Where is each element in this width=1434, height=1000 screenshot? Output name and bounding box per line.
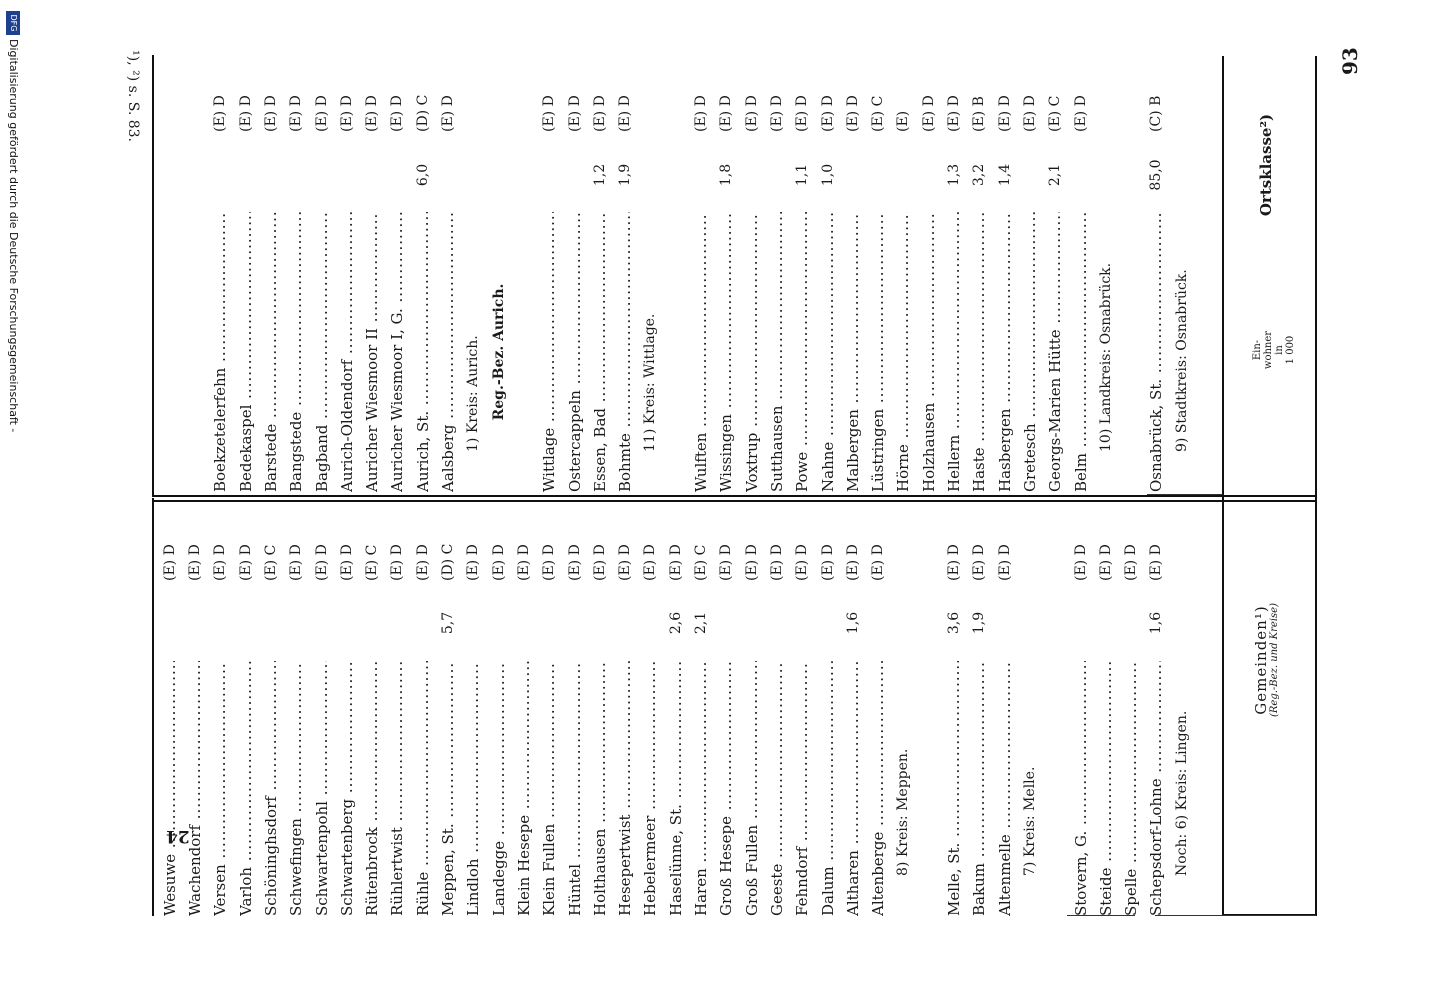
left-row bbox=[310, 502, 335, 916]
right-name: Wulften ..... bbox=[689, 212, 714, 492]
left-row bbox=[284, 502, 309, 916]
right-ortsklasse: (E) D bbox=[920, 95, 937, 132]
left-name: Lindloh ..... bbox=[461, 661, 486, 916]
right-ortsklasse: (E) D bbox=[946, 95, 962, 132]
left-row bbox=[563, 502, 588, 916]
right-name: Voxtrup ..... bbox=[740, 212, 765, 492]
left-row bbox=[512, 502, 537, 916]
left-name: Rütenbrock ..... bbox=[360, 661, 385, 916]
right-name: Barstede ..... bbox=[259, 212, 284, 492]
left-row bbox=[967, 502, 992, 916]
right-einwohner: 85,0 bbox=[1148, 159, 1165, 191]
right-einwohner: 1,4 bbox=[996, 163, 1013, 187]
right-row bbox=[891, 52, 916, 492]
left-name: Meppen, St. ..... bbox=[436, 661, 461, 916]
right-row bbox=[436, 52, 461, 492]
right-name: Powe ..... bbox=[790, 212, 815, 492]
left-row bbox=[866, 502, 891, 916]
left-ortsklasse: (D) C bbox=[440, 543, 456, 581]
right-name: Osnabrück, St. ..... bbox=[1144, 212, 1169, 492]
right-name: Bedekaspel ..... bbox=[234, 212, 259, 492]
right-row bbox=[1144, 52, 1169, 492]
left-name: 8) Kreis: Meppen. bbox=[895, 748, 912, 876]
left-name: Hebelermeer ..... bbox=[638, 661, 663, 916]
middle-double-rule-b bbox=[152, 495, 1316, 497]
left-ortsklasse: (E) D bbox=[718, 544, 735, 581]
left-ortsklasse: (E) D bbox=[768, 544, 785, 581]
right-row bbox=[208, 52, 233, 492]
right-ortsklasse: (E) D bbox=[1021, 95, 1038, 132]
left-ortsklasse: (E) D bbox=[212, 544, 229, 581]
left-ortsklasse: (E) D bbox=[996, 544, 1013, 581]
left-row bbox=[689, 502, 714, 916]
right-einwohner: 3,2 bbox=[971, 163, 988, 187]
right-ortsklasse: (E) D bbox=[237, 95, 254, 132]
right-name: Essen, Bad ..... bbox=[588, 212, 613, 492]
right-row bbox=[765, 52, 790, 492]
right-name: Belm ..... bbox=[1069, 212, 1094, 492]
right-einwohner: 1,3 bbox=[946, 163, 962, 187]
right-row bbox=[1069, 52, 1094, 492]
right-einwohner: 1,1 bbox=[794, 163, 811, 187]
right-ortsklasse: (E) bbox=[895, 110, 912, 132]
top-rule bbox=[1315, 56, 1317, 916]
right-name: Haste ..... bbox=[967, 212, 992, 492]
right-row bbox=[487, 52, 512, 492]
left-ortsklasse: (E) D bbox=[187, 544, 203, 581]
bottom-rule-right bbox=[152, 55, 154, 495]
left-ortsklasse: (E) D bbox=[946, 544, 962, 581]
left-row bbox=[740, 502, 765, 916]
left-einwohner: 1,9 bbox=[971, 611, 988, 635]
left-einwohner: 3,6 bbox=[946, 611, 962, 635]
right-row bbox=[234, 52, 259, 492]
left-name: Varloh ..... bbox=[234, 661, 259, 916]
right-name: Lüstringen ..... bbox=[866, 212, 891, 492]
left-row bbox=[714, 502, 739, 916]
left-row bbox=[436, 502, 461, 916]
left-ortsklasse: (E) D bbox=[237, 544, 254, 581]
left-name: Schwefingen ..... bbox=[284, 661, 309, 916]
left-ortsklasse: (E) D bbox=[667, 544, 684, 581]
left-row bbox=[360, 502, 385, 916]
left-name: Spelle ..... bbox=[1119, 661, 1144, 916]
left-ortsklasse: (E) D bbox=[541, 544, 558, 581]
right-ortsklasse: (C) B bbox=[1148, 95, 1165, 132]
right-ortsklasse: (E) D bbox=[541, 95, 558, 132]
left-name: Bakum ..... bbox=[967, 661, 992, 916]
right-row bbox=[284, 52, 309, 492]
left-ortsklasse: (E) D bbox=[591, 544, 608, 581]
left-row bbox=[335, 502, 360, 916]
left-name: Haren ..... bbox=[689, 661, 714, 916]
right-ortsklasse: (E) D bbox=[844, 95, 861, 132]
left-row bbox=[183, 502, 208, 916]
left-name: Melle, St. ..... bbox=[942, 661, 967, 916]
right-einwohner: 1,0 bbox=[819, 163, 836, 187]
left-ortsklasse: (E) D bbox=[870, 544, 887, 581]
left-row bbox=[790, 502, 815, 916]
dfg-logo-icon: DFG bbox=[6, 11, 20, 35]
right-name: Bohmte ..... bbox=[613, 212, 638, 492]
left-ortsklasse: (E) D bbox=[1072, 544, 1089, 581]
left-gemeinden-header bbox=[1252, 560, 1281, 760]
left-row bbox=[411, 502, 436, 916]
left-ortsklasse: (E) D bbox=[161, 544, 178, 581]
left-name: Klein Fullen ..... bbox=[537, 661, 562, 916]
left-einwohner-header: Ein- wohner in 1 000 bbox=[1252, 330, 1296, 370]
right-ortsklasse: (E) C bbox=[1047, 95, 1064, 132]
right-name: Holzhausen ..... bbox=[917, 212, 942, 492]
digitization-note bbox=[0, 0, 20, 1000]
right-row bbox=[411, 52, 436, 492]
left-ortsklasse: (E) D bbox=[515, 544, 532, 581]
right-ortsklasse: (E) D bbox=[1072, 95, 1089, 132]
right-row bbox=[563, 52, 588, 492]
bottom-rule-left bbox=[152, 498, 154, 916]
left-row bbox=[537, 502, 562, 916]
left-row bbox=[664, 502, 689, 916]
right-row bbox=[1018, 52, 1043, 492]
right-row bbox=[689, 52, 714, 492]
left-row bbox=[1018, 502, 1043, 916]
right-row bbox=[866, 52, 891, 492]
right-name: Bangstede ..... bbox=[284, 212, 309, 492]
signature-mark: 24 bbox=[166, 826, 190, 846]
left-ortsklasse: (E) D bbox=[465, 544, 482, 581]
left-row bbox=[1119, 502, 1144, 916]
left-row bbox=[613, 502, 638, 916]
left-row bbox=[259, 502, 284, 916]
right-ortsklasse: (E) D bbox=[591, 95, 608, 132]
right-row bbox=[638, 52, 663, 492]
left-einwohner: 1,6 bbox=[1148, 611, 1165, 635]
left-ortsklasse: (E) C bbox=[693, 544, 709, 581]
left-gemeinden-sub: (Reg.-Bez. und Kreise) bbox=[1269, 603, 1280, 717]
left-gemeinden-label: Gemeinden¹) bbox=[1252, 605, 1270, 715]
left-name: Altenmelle ..... bbox=[993, 661, 1018, 916]
left-row bbox=[158, 502, 183, 916]
right-row bbox=[537, 52, 562, 492]
left-row bbox=[588, 502, 613, 916]
right-row bbox=[335, 52, 360, 492]
left-row bbox=[638, 502, 663, 916]
right-row bbox=[714, 52, 739, 492]
left-ortsklasse: (E) D bbox=[288, 544, 305, 581]
right-row bbox=[1119, 52, 1144, 492]
left-row bbox=[234, 502, 259, 916]
right-einwohner: 1,2 bbox=[591, 163, 608, 187]
right-einwohner: 2,1 bbox=[1047, 163, 1064, 187]
right-name: Wittlage ..... bbox=[537, 212, 562, 492]
left-name: Klein Hesepe ..... bbox=[512, 661, 537, 916]
right-name: Boekzetelerfehn ..... bbox=[208, 212, 233, 492]
right-ortsklasse: (E) D bbox=[338, 95, 355, 132]
right-name: Georgs-Marien Hütte ..... bbox=[1043, 212, 1068, 492]
left-name: Altenberge ..... bbox=[866, 661, 891, 916]
left-row bbox=[841, 502, 866, 916]
left-ortsklasse: (E) D bbox=[313, 544, 330, 581]
right-name: Wissingen ..... bbox=[714, 212, 739, 492]
left-row bbox=[1170, 502, 1195, 916]
left-ortsklasse-header: Ortsklasse²) bbox=[1257, 113, 1275, 217]
left-name: Haselünne, St. ..... bbox=[664, 661, 689, 916]
left-name: Dalum ..... bbox=[816, 661, 841, 916]
left-name: Rühlertwist ..... bbox=[385, 661, 410, 916]
right-name: Auricher Wiesmoor II ..... bbox=[360, 212, 385, 492]
left-ortsklasse: (E) D bbox=[566, 544, 583, 581]
right-row bbox=[993, 52, 1018, 492]
right-ortsklasse: (E) B bbox=[971, 96, 988, 132]
left-einwohner: 1,6 bbox=[844, 611, 861, 635]
left-name: Holthausen ..... bbox=[588, 661, 613, 916]
right-ortsklasse: (E) D bbox=[262, 95, 279, 132]
right-name: Aalsberg ..... bbox=[436, 212, 461, 492]
page-number: 93 bbox=[1338, 47, 1362, 75]
header-rule bbox=[1222, 56, 1224, 916]
right-name: Aurich-Oldendorf ..... bbox=[335, 212, 360, 492]
right-row bbox=[512, 52, 537, 492]
right-ortsklasse: (E) D bbox=[768, 95, 785, 132]
left-name: Groß Hesepe ..... bbox=[714, 661, 739, 916]
right-ortsklasse: (E) C bbox=[870, 95, 887, 132]
left-row bbox=[765, 502, 790, 916]
right-ortsklasse: (E) D bbox=[819, 95, 836, 132]
right-row bbox=[1094, 52, 1119, 492]
left-ortsklasse: (E) D bbox=[1097, 544, 1114, 581]
left-row bbox=[385, 502, 410, 916]
left-name: Schwartenberg ..... bbox=[335, 661, 360, 916]
digitization-text: Digitalisierung gefördert durch die Deutsche Forschungsgemeinschaft - bbox=[7, 39, 20, 433]
right-ortsklasse: (E) D bbox=[718, 95, 735, 132]
right-name: 1) Kreis: Aurich. bbox=[465, 335, 482, 452]
right-ortsklasse: (E) D bbox=[288, 95, 305, 132]
right-row bbox=[942, 52, 967, 492]
right-row bbox=[917, 52, 942, 492]
right-ortsklasse: (E) D bbox=[617, 95, 634, 132]
sep-right-inh bbox=[1147, 494, 1223, 495]
right-row bbox=[790, 52, 815, 492]
right-row bbox=[588, 52, 613, 492]
left-row bbox=[461, 502, 486, 916]
left-ortsklasse: (E) D bbox=[1123, 544, 1140, 581]
left-ortsklasse: (E) D bbox=[971, 544, 988, 581]
right-row bbox=[664, 52, 689, 492]
left-row bbox=[1069, 502, 1094, 916]
right-ortsklasse: (E) D bbox=[364, 95, 381, 132]
left-row bbox=[1094, 502, 1119, 916]
left-name: Noch: 6) Kreis: Lingen. bbox=[1173, 710, 1190, 876]
left-ortsklasse: (E) D bbox=[1148, 544, 1165, 581]
right-name: Malbergen ..... bbox=[841, 212, 866, 492]
right-name: Reg.-Bez. Aurich. bbox=[490, 283, 507, 421]
left-ortsklasse: (E) D bbox=[743, 544, 760, 581]
left-ortsklasse: (E) D bbox=[844, 544, 861, 581]
left-row bbox=[942, 502, 967, 916]
right-row bbox=[613, 52, 638, 492]
left-row bbox=[816, 502, 841, 916]
left-name: Landegge ..... bbox=[487, 661, 512, 916]
right-row bbox=[1170, 52, 1195, 492]
left-ortsklasse: (E) D bbox=[794, 544, 811, 581]
left-row bbox=[1043, 502, 1068, 916]
left-name: Hesepertwist ..... bbox=[613, 661, 638, 916]
right-name: Sutthausen ..... bbox=[765, 212, 790, 492]
right-ortsklasse: (E) D bbox=[743, 95, 760, 132]
left-ortsklasse: (E) C bbox=[364, 544, 381, 581]
left-ortsklasse: (E) D bbox=[617, 544, 634, 581]
right-row bbox=[360, 52, 385, 492]
right-name: Bagband ..... bbox=[310, 212, 335, 492]
right-einwohner: 1,9 bbox=[617, 163, 634, 187]
right-name: Nahne ..... bbox=[816, 212, 841, 492]
left-ortsklasse: (E) D bbox=[642, 544, 659, 581]
left-row bbox=[1144, 502, 1169, 916]
left-ortsklasse: (E) D bbox=[389, 544, 406, 581]
left-name: Schöninghsdorf ..... bbox=[259, 661, 284, 916]
left-name: 7) Kreis: Melle. bbox=[1021, 766, 1038, 876]
right-einwohner: 1,8 bbox=[718, 163, 735, 187]
right-row bbox=[841, 52, 866, 492]
right-name: Auricher Wiesmoor I, G. ..... bbox=[385, 212, 410, 492]
left-einwohner: 2,6 bbox=[667, 611, 684, 635]
left-name: Wachendorf ..... bbox=[183, 661, 208, 916]
left-name: Rühle ..... bbox=[411, 661, 436, 916]
left-ortsklasse: (E) D bbox=[490, 544, 507, 581]
left-name: Fehndorf ..... bbox=[790, 661, 815, 916]
right-row bbox=[1043, 52, 1068, 492]
right-ortsklasse: (E) D bbox=[313, 95, 330, 132]
right-name: 10) Landkreis: Osnabrück. bbox=[1097, 262, 1114, 452]
left-einwohner: 2,1 bbox=[693, 611, 709, 635]
left-name: Schepsdorf-Lohne ..... bbox=[1144, 661, 1169, 916]
left-name: Steide ..... bbox=[1094, 661, 1119, 916]
left-ortsklasse: (E) C bbox=[262, 544, 279, 581]
left-ortsklasse: (E) D bbox=[414, 544, 431, 581]
left-name: Hüntel ..... bbox=[563, 661, 588, 916]
footnote-reference: ¹), ²) s. S. 83. bbox=[125, 50, 141, 142]
right-row bbox=[740, 52, 765, 492]
right-name: 9) Stadtkreis: Osnabrück. bbox=[1173, 269, 1190, 452]
right-einwohner: 6,0 bbox=[414, 163, 431, 187]
left-name: Altharen ..... bbox=[841, 661, 866, 916]
right-row bbox=[259, 52, 284, 492]
left-ortsklasse: (E) D bbox=[819, 544, 836, 581]
right-row bbox=[967, 52, 992, 492]
right-row bbox=[816, 52, 841, 492]
left-name: Wesuwe ..... bbox=[158, 661, 183, 916]
right-row bbox=[310, 52, 335, 492]
left-row bbox=[891, 502, 916, 916]
right-ortsklasse: (E) D bbox=[440, 95, 456, 132]
right-ortsklasse: (E) D bbox=[389, 95, 406, 132]
right-ortsklasse: (E) D bbox=[693, 95, 709, 132]
left-ortsklasse: (E) D bbox=[338, 544, 355, 581]
right-ortsklasse: (E) D bbox=[996, 95, 1013, 132]
right-name: Hasbergen ..... bbox=[993, 212, 1018, 492]
right-ortsklasse: (E) D bbox=[794, 95, 811, 132]
right-ortsklasse: (D) C bbox=[414, 94, 431, 132]
right-row bbox=[385, 52, 410, 492]
right-name: Hörne ..... bbox=[891, 212, 916, 492]
header-left-edge bbox=[1222, 915, 1316, 916]
left-name: Groß Fullen ..... bbox=[740, 661, 765, 916]
right-ortsklasse: (E) D bbox=[566, 95, 583, 132]
right-row bbox=[461, 52, 486, 492]
left-einwohner: 5,7 bbox=[440, 611, 456, 635]
left-name: Stovern, G. ..... bbox=[1069, 661, 1094, 916]
right-name: Hellern ..... bbox=[942, 212, 967, 492]
right-ortsklasse: (E) D bbox=[212, 95, 229, 132]
right-name: Gretesch ..... bbox=[1018, 212, 1043, 492]
right-name: Ostercappeln ..... bbox=[563, 212, 588, 492]
left-row bbox=[487, 502, 512, 916]
right-name: Aurich, St. ..... bbox=[411, 212, 436, 492]
left-name: Geeste ..... bbox=[765, 661, 790, 916]
left-name: Schwartenpohl ..... bbox=[310, 661, 335, 916]
right-name: 11) Kreis: Wittlage. bbox=[642, 313, 659, 452]
left-name: Versen ..... bbox=[208, 661, 233, 916]
left-row bbox=[208, 502, 233, 916]
left-row bbox=[917, 502, 942, 916]
left-row bbox=[993, 502, 1018, 916]
